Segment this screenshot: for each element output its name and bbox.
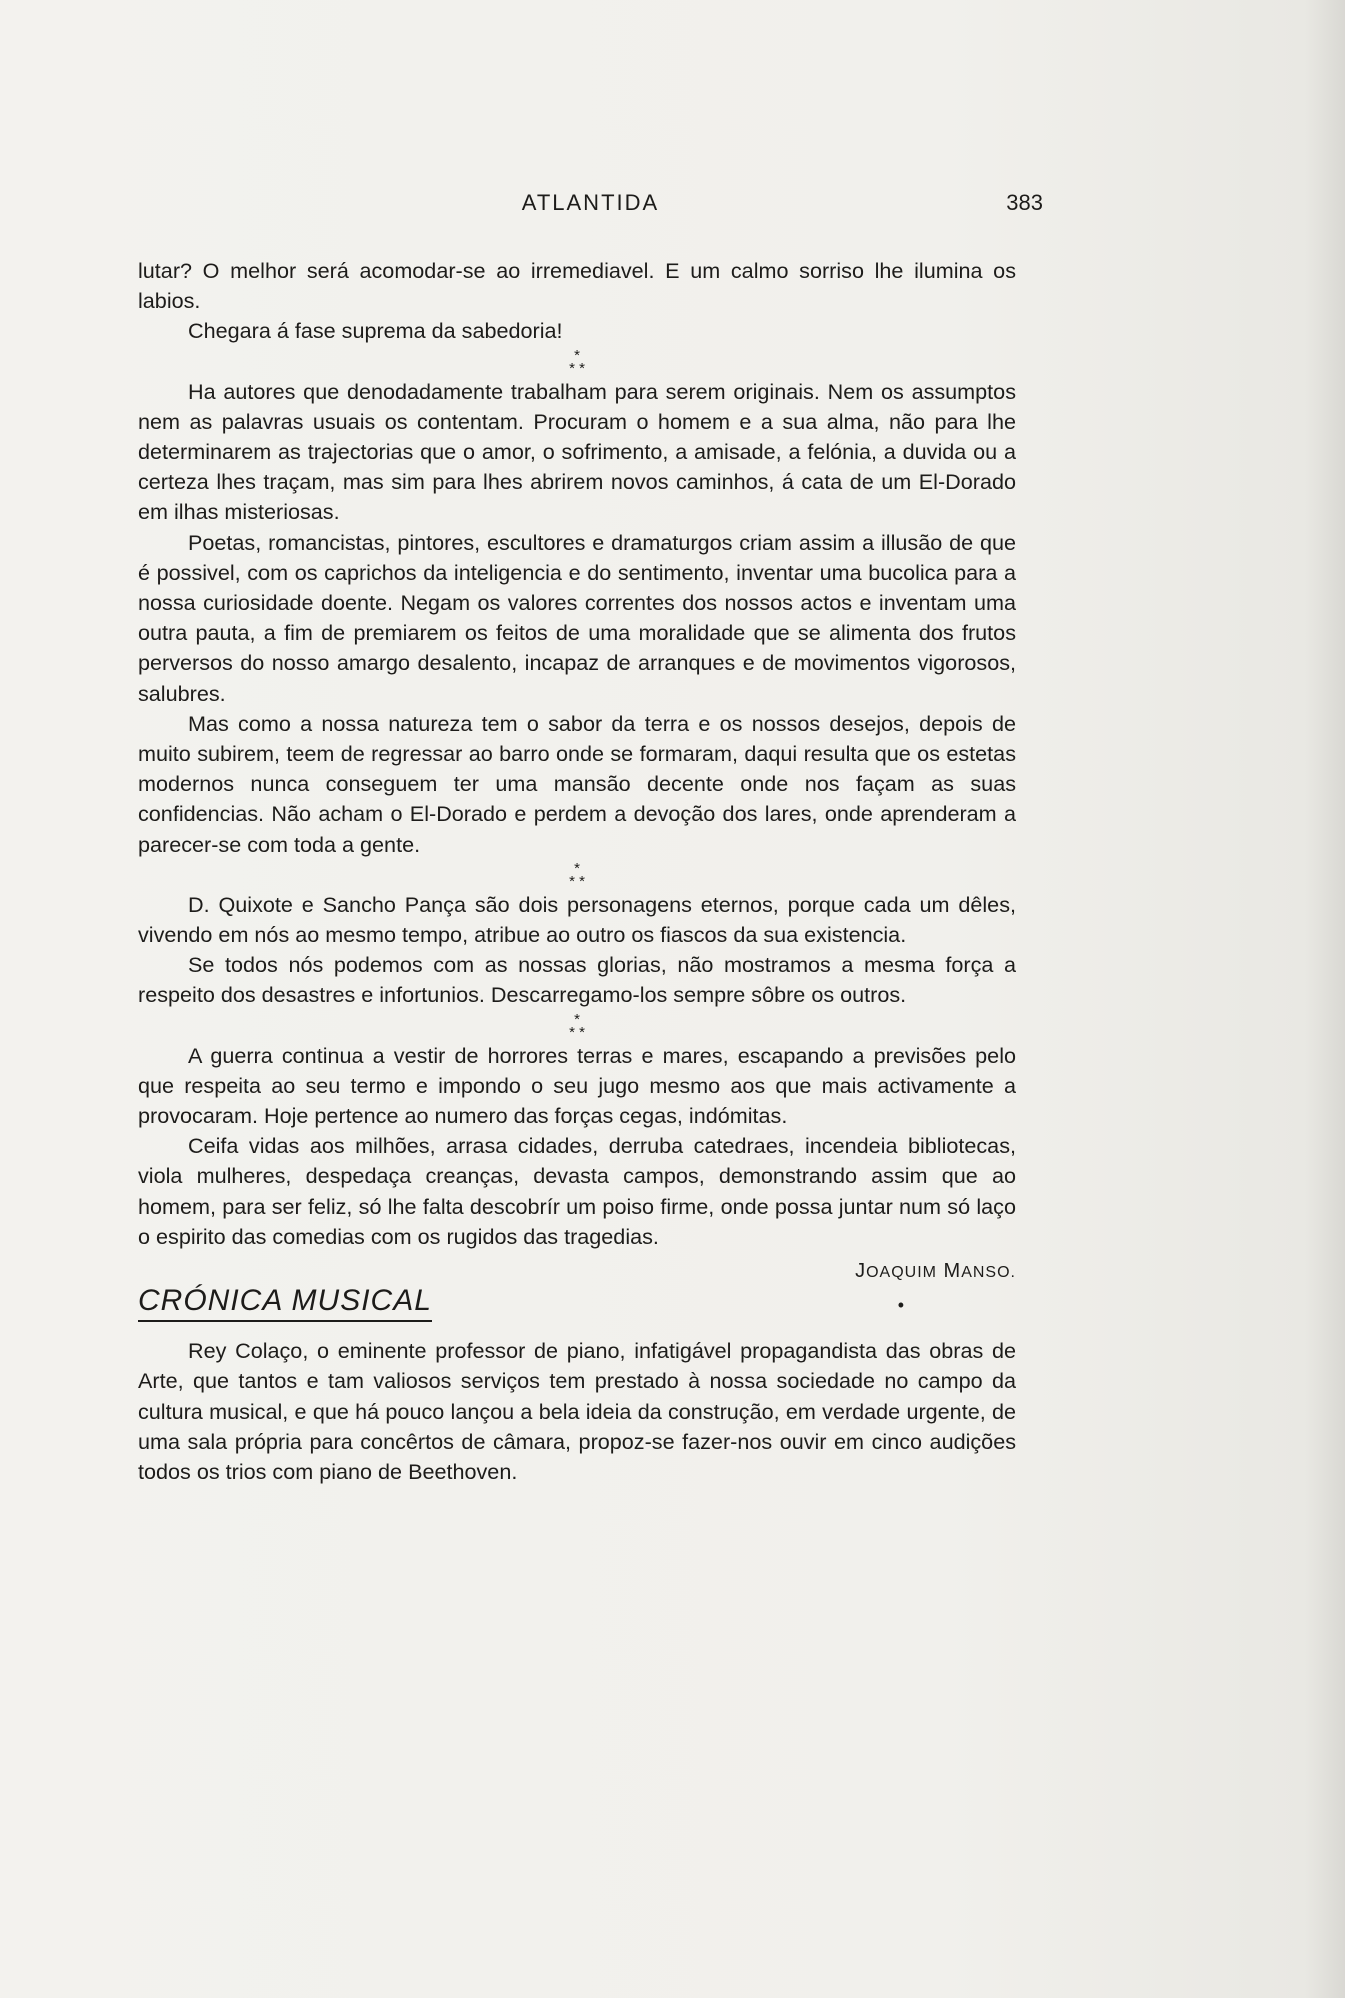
paragraph: A guerra continua a vestir de horrores terras e mares, escapando a previsões pelo que respeita ao seu termo e impondo o seu jugo mesmo aos que mais activamente a provocaram. Hoje pertence ao numero das forças cegas, indómitas.: [138, 1042, 1016, 1129]
page-number: 383: [1006, 190, 1043, 215]
asterism-bottom: * *: [569, 359, 585, 377]
article-body: [138, 256, 1016, 1487]
signature-initial: M: [943, 1260, 962, 1283]
section-title: CRÓNICA MUSICAL: [138, 1286, 432, 1322]
section-separator-asterism: [138, 1011, 1016, 1041]
section-separator-asterism: [138, 347, 1016, 377]
bullet-mark: •: [897, 1295, 904, 1316]
paragraph: D. Quixote e Sancho Pança são dois personagens eternos, porque cada um dêles, vivendo em nós ao mesmo tempo, atribue ao outro os fiascos da sua existencia.: [138, 891, 1016, 948]
signature-smallcaps: ANSO.: [961, 1264, 1016, 1282]
paragraph: Chegara á fase suprema da sabedoria!: [188, 318, 563, 344]
signature-smallcaps: OAQUIM: [866, 1264, 937, 1282]
asterism-top: *: [574, 346, 580, 364]
section-separator-asterism: [138, 860, 1016, 890]
paragraph: Poetas, romancistas, pintores, escultores e dramaturgos criam assim a illusão de que é possivel, com os caprichos da inteligencia e do sentimento, inventar uma bucolica para a nossa curiosidade doente. Negam os valores correntes dos nossos actos e inventam uma outra pauta, a fim de premiarem os feitos de uma moralidade que se alimenta dos frutos perversos do nosso amargo desalento, incapaz de arranques e de movimentos vigorosos, salubres.: [138, 529, 1016, 706]
asterism-bottom: * *: [569, 1023, 585, 1041]
paragraph: Ceifa vidas aos milhões, arrasa cidades, derruba catedraes, incendeia bibliotecas, viola mulheres, despedaça creanças, devasta campos, demonstrando assim que ao homem, para ser feliz, só lhe falta descobrír um poiso firme, onde possa juntar num só laço o espirito das comedias com os rugidos das tragedias.: [138, 1133, 1016, 1249]
asterism-top: *: [574, 859, 580, 877]
paragraph: Rey Colaço, o eminente professor de piano, infatigável propagandista das obras de Arte, que tantos e tam valiosos serviços tem prestado à nossa sociedade no campo da cultura musical, e que há pouco lançou a bela ideia da construção, em verdade urgente, de uma sala própria para concêrtos de câmara, propoz-se fazer-nos ouvir em cinco audições todos os trios com piano de Beethoven.: [138, 1338, 1016, 1484]
paragraph: lutar? O melhor será acomodar-se ao irremediavel. E um calmo sorriso lhe ilumina os labios.: [138, 258, 1016, 314]
page-header: [138, 188, 1043, 228]
asterism-top: *: [574, 1010, 580, 1028]
paragraph: Se todos nós podemos com as nossas glorias, não mostramos a mesma força a respeito dos desastres e infortunios. Descarregamo-los sempre sôbre os outros.: [138, 952, 1016, 1008]
signature-row: [138, 1256, 1016, 1328]
signature-initial: J: [855, 1260, 867, 1283]
paragraph: Mas como a nossa natureza tem o sabor da terra e os nossos desejos, depois de muito subirem, teem de regressar ao barro onde se formaram, daqui resulta que os estetas modernos nunca conseguem ter uma mansão decente onde nos façam as suas confidencias. Não acham o El-Dorado e perdem a devoção dos lares, onde aprenderam a parecer-se com toda a gente.: [138, 710, 1016, 857]
asterism-bottom: * *: [569, 872, 585, 890]
running-title: ATLANTIDA: [521, 190, 660, 215]
author-signature: [855, 1256, 1016, 1288]
paragraph: Ha autores que denodadamente trabalham para serem originais. Nem os assumptos nem as palavras usuais os contentam. Procuram o homem e a sua alma, não para lhe determinarem as trajectorias que o amor, o sofrimento, a amisade, a felónia, a duvida ou a certeza lhes traçam, mas sim para lhes abrirem novos caminhos, á cata de um El-Dorado em ilhas misteriosas.: [138, 378, 1016, 525]
